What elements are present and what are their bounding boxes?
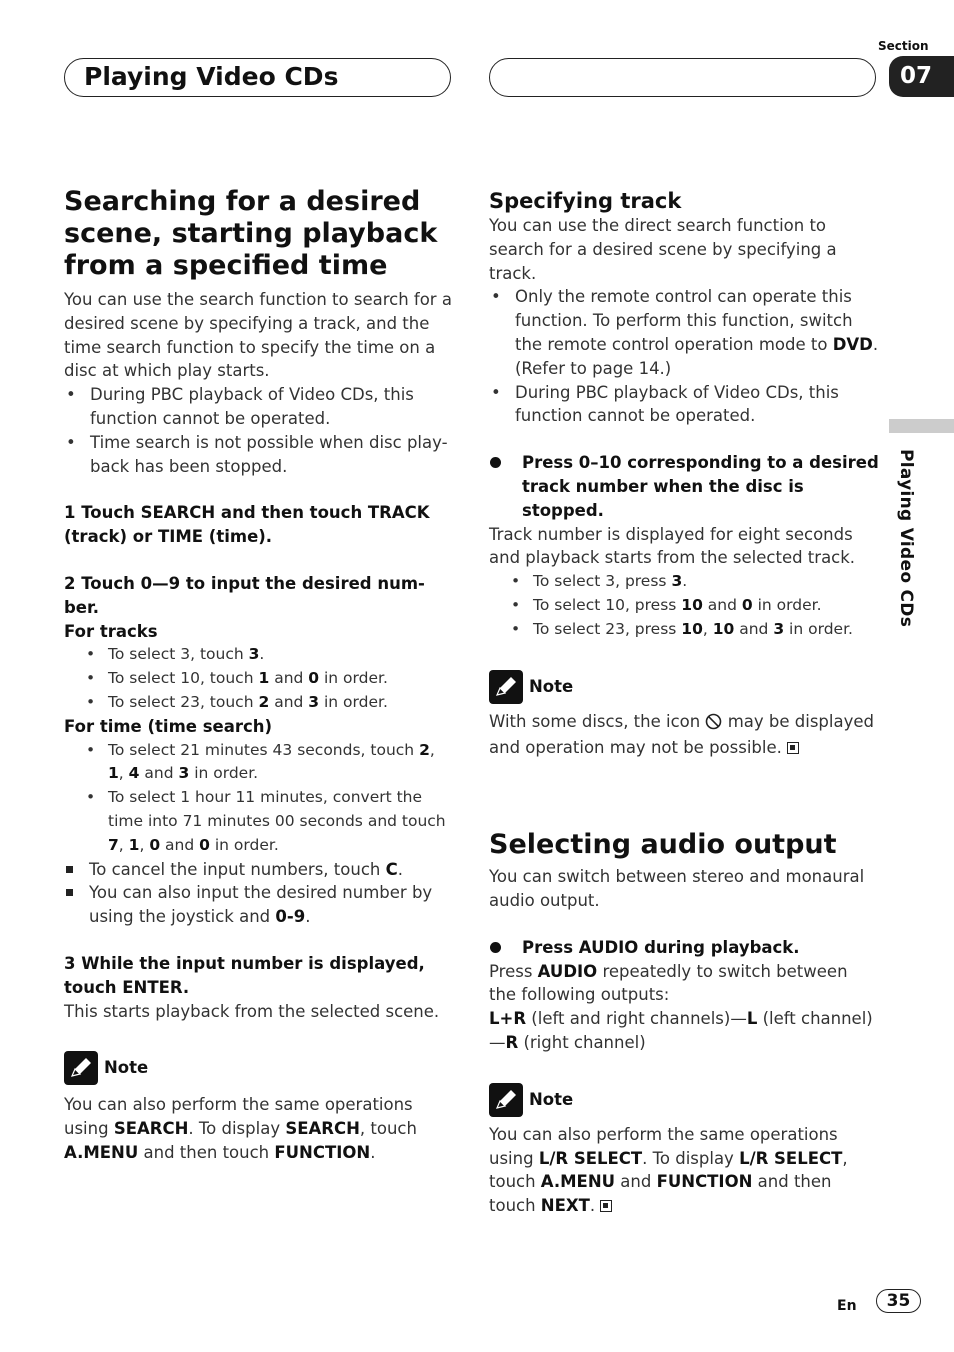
end-mark-icon — [787, 742, 799, 754]
end-mark-icon — [600, 1200, 612, 1212]
audio-step: Press AUDIO during playback. — [489, 936, 879, 960]
audio-intro: You can switch between stereo and monaural audio output. — [489, 867, 865, 910]
note-pencil-icon — [489, 670, 523, 704]
step-3-text: This starts playback from the selected scene. — [64, 1001, 440, 1021]
audio-step-text: Press AUDIO repeatedly to switch between the following outputs: — [489, 961, 848, 1005]
step-dot-icon — [490, 942, 501, 953]
for-tracks-label: For tracks — [64, 621, 158, 641]
right-bullet-1: • Only the remote control can operate this function. To perform this function, switch the remote control operation mode to DVD. (Refer to page 14.) — [489, 285, 879, 380]
specifying-track-intro: You can use the direct search function to search for a desired scene by specifying a track. — [489, 216, 837, 283]
right-note-2-text: You can also perform the same operations using L/R SELECT. To display L/R SELECT, touch A.MENU and FUNCTION and then touch NEXT. — [489, 1124, 848, 1216]
left-bullet-2: • Time search is not possible when disc play-back has been stopped. — [64, 431, 452, 479]
right-note-2-header: Note — [489, 1083, 879, 1117]
header-title: Playing Video CDs — [84, 62, 339, 91]
header-blank-frame — [489, 58, 876, 97]
square-bullet-icon — [66, 866, 73, 873]
audio-heading: Selecting audio output — [489, 829, 837, 861]
left-heading: Searching for a desired scene, starting playback from a specified time — [64, 186, 438, 281]
left-intro: You can use the search function to search for a desired scene by specifying a track, and the time search function to specify the time on a disc at which play starts. — [64, 290, 452, 381]
press-step-text: Track number is displayed for eight seconds and playback starts from the selected track. — [489, 524, 856, 568]
track-example-1: • To select 3, touch 3. — [64, 643, 452, 667]
step-dot-icon — [490, 457, 501, 468]
cancel-note: To cancel the input numbers, touch C. — [64, 858, 452, 882]
press-example-3: • To select 23, press 10, 10 and 3 in order. — [489, 618, 879, 642]
right-column — [489, 188, 879, 1218]
press-example-1: • To select 3, press 3. — [489, 570, 879, 594]
for-time-label: For time (time search) — [64, 716, 273, 736]
right-note-1-text: With some discs, the icon may be displayed and operation may not be possible. — [489, 711, 874, 758]
left-bullet-1: • During PBC playback of Video CDs, this function cannot be operated. — [64, 383, 452, 431]
step-1: 1 Touch SEARCH and then touch TRACK (track) or TIME (time). — [64, 503, 430, 547]
step-2: 2 Touch 0—9 to input the desired num-ber. — [64, 573, 425, 617]
note-pencil-icon — [64, 1051, 98, 1085]
section-label: Section — [878, 39, 929, 53]
time-example-1: • To select 21 minutes 43 seconds, touch 2, 1, 4 and 3 in order. — [64, 739, 452, 787]
press-example-2: • To select 10, press 10 and 0 in order. — [489, 594, 879, 618]
square-bullet-icon — [66, 889, 73, 896]
time-example-2: • To select 1 hour 11 minutes, convert the time into 71 minutes 00 seconds and touch 7, 1, 0 and 0 in order. — [64, 786, 452, 857]
step-3: 3 While the input number is displayed, touch ENTER. — [64, 953, 425, 997]
prohibited-icon — [705, 713, 722, 737]
side-tab-bar — [889, 419, 954, 433]
track-example-2: • To select 10, touch 1 and 0 in order. — [64, 667, 452, 691]
right-bullet-2: • During PBC playback of Video CDs, this function cannot be operated. — [489, 381, 879, 429]
right-note-1-header: Note — [489, 670, 879, 704]
left-note-header: Note — [64, 1051, 452, 1085]
page-number: 35 — [876, 1289, 921, 1313]
press-step: Press 0–10 corresponding to a desired track number when the disc is stopped. — [489, 451, 879, 522]
joystick-note: You can also input the desired number by using the joystick and 0-9. — [64, 881, 452, 929]
specifying-track-heading: Specifying track — [489, 189, 682, 213]
left-column — [64, 186, 452, 1165]
section-number: 07 — [889, 56, 954, 97]
footer-language: En — [837, 1298, 857, 1314]
note-pencil-icon — [489, 1083, 523, 1117]
side-tab-label: Playing Video CDs — [896, 449, 916, 628]
left-note-text: You can also perform the same operations using SEARCH. To display SEARCH, touch A.MENU and then touch FUNCTION. — [64, 1095, 417, 1162]
track-example-3: • To select 23, touch 2 and 3 in order. — [64, 691, 452, 715]
audio-outputs: L+R (left and right channels)—L (left channel) —R (right channel) — [489, 1009, 873, 1052]
